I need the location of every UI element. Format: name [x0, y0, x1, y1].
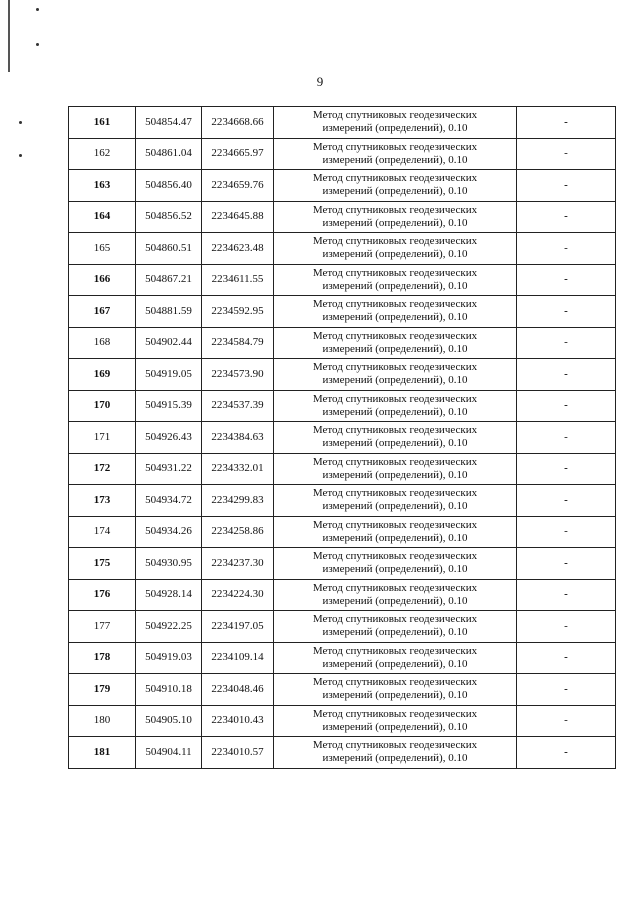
y-coordinate-cell: 2234611.55: [202, 264, 274, 296]
method-line-2: измерений (определений), 0.10: [322, 468, 468, 481]
point-number-cell: 175: [69, 548, 136, 580]
method-line-1: Метод спутниковых геодезических: [312, 613, 478, 626]
x-coordinate-cell: 504854.47: [136, 107, 202, 139]
y-coordinate-cell: 2234659.76: [202, 170, 274, 202]
y-coordinate-cell: 2234665.97: [202, 138, 274, 170]
table-row: [69, 422, 616, 454]
method-line-1: Метод спутниковых геодезических: [312, 739, 478, 752]
x-coordinate-cell: 504915.39: [136, 390, 202, 422]
x-coordinate-cell: 504861.04: [136, 138, 202, 170]
method-line-2: измерений (определений), 0.10: [322, 531, 468, 544]
method-line-1: Метод спутниковых геодезических: [312, 707, 478, 720]
method-line-2: измерений (определений), 0.10: [322, 153, 468, 166]
table-row: [69, 579, 616, 611]
method-line-2: измерений (определений), 0.10: [322, 248, 468, 261]
point-number-cell: 164: [69, 201, 136, 233]
point-number-cell: 167: [69, 296, 136, 328]
table-row: [69, 201, 616, 233]
method-cell: [274, 107, 517, 139]
y-coordinate-cell: 2234332.01: [202, 453, 274, 485]
y-coordinate-cell: 2234048.46: [202, 674, 274, 706]
description-cell: -: [517, 359, 616, 391]
method-cell: [274, 359, 517, 391]
description-cell: -: [517, 327, 616, 359]
description-cell: -: [517, 674, 616, 706]
x-coordinate-cell: 504919.03: [136, 642, 202, 674]
table-row: [69, 642, 616, 674]
point-number-cell: 173: [69, 485, 136, 517]
description-cell: -: [517, 453, 616, 485]
method-cell: [274, 327, 517, 359]
table-row: [69, 705, 616, 737]
table-row: [69, 674, 616, 706]
point-number-cell: 169: [69, 359, 136, 391]
method-line-1: Метод спутниковых геодезических: [312, 392, 478, 405]
method-line-1: Метод спутниковых геодезических: [312, 424, 478, 437]
point-number-cell: 171: [69, 422, 136, 454]
description-cell: -: [517, 516, 616, 548]
description-cell: -: [517, 611, 616, 643]
point-number-cell: 180: [69, 705, 136, 737]
table-row: [69, 737, 616, 769]
point-number-cell: 165: [69, 233, 136, 265]
table-row: [69, 327, 616, 359]
method-line-1: Метод спутниковых геодезических: [312, 455, 478, 468]
coordinates-table: [68, 106, 616, 769]
point-number-cell: 177: [69, 611, 136, 643]
coordinates-table-body: [69, 107, 616, 769]
point-number-cell: 174: [69, 516, 136, 548]
table-row: [69, 138, 616, 170]
method-line-1: Метод спутниковых геодезических: [312, 235, 478, 248]
method-line-1: Метод спутниковых геодезических: [312, 298, 478, 311]
scan-speck: [19, 121, 22, 124]
point-number-cell: 178: [69, 642, 136, 674]
method-line-1: Метод спутниковых геодезических: [312, 518, 478, 531]
table-row: [69, 233, 616, 265]
description-cell: -: [517, 705, 616, 737]
method-cell: [274, 579, 517, 611]
y-coordinate-cell: 2234237.30: [202, 548, 274, 580]
table-row: [69, 390, 616, 422]
method-line-2: измерений (определений), 0.10: [322, 185, 468, 198]
y-coordinate-cell: 2234224.30: [202, 579, 274, 611]
scan-speck: [36, 8, 39, 11]
method-line-1: Метод спутниковых геодезических: [312, 140, 478, 153]
scan-edge-line: [8, 0, 10, 72]
description-cell: -: [517, 737, 616, 769]
method-line-1: Метод спутниковых геодезических: [312, 676, 478, 689]
y-coordinate-cell: 2234010.57: [202, 737, 274, 769]
table-row: [69, 359, 616, 391]
method-line-2: измерений (определений), 0.10: [322, 374, 468, 387]
y-coordinate-cell: 2234537.39: [202, 390, 274, 422]
x-coordinate-cell: 504919.05: [136, 359, 202, 391]
point-number-cell: 162: [69, 138, 136, 170]
table-row: [69, 264, 616, 296]
method-line-1: Метод спутниковых геодезических: [312, 644, 478, 657]
table-row: [69, 485, 616, 517]
description-cell: -: [517, 296, 616, 328]
x-coordinate-cell: 504856.40: [136, 170, 202, 202]
method-cell: [274, 296, 517, 328]
method-line-1: Метод спутниковых геодезических: [312, 550, 478, 563]
method-line-2: измерений (определений), 0.10: [322, 689, 468, 702]
method-line-1: Метод спутниковых геодезических: [312, 203, 478, 216]
y-coordinate-cell: 2234109.14: [202, 642, 274, 674]
method-cell: [274, 642, 517, 674]
table-row: [69, 170, 616, 202]
method-cell: [274, 233, 517, 265]
y-coordinate-cell: 2234197.05: [202, 611, 274, 643]
x-coordinate-cell: 504902.44: [136, 327, 202, 359]
method-line-2: измерений (определений), 0.10: [322, 342, 468, 355]
table-row: [69, 453, 616, 485]
method-cell: [274, 737, 517, 769]
x-coordinate-cell: 504904.11: [136, 737, 202, 769]
point-number-cell: 168: [69, 327, 136, 359]
y-coordinate-cell: 2234584.79: [202, 327, 274, 359]
method-cell: [274, 264, 517, 296]
scan-speck: [19, 154, 22, 157]
x-coordinate-cell: 504905.10: [136, 705, 202, 737]
y-coordinate-cell: 2234299.83: [202, 485, 274, 517]
y-coordinate-cell: 2234668.66: [202, 107, 274, 139]
table-row: [69, 611, 616, 643]
table-row: [69, 107, 616, 139]
method-cell: [274, 548, 517, 580]
x-coordinate-cell: 504934.72: [136, 485, 202, 517]
method-cell: [274, 705, 517, 737]
method-line-2: измерений (определений), 0.10: [322, 752, 468, 765]
description-cell: -: [517, 138, 616, 170]
method-line-1: Метод спутниковых геодезических: [312, 266, 478, 279]
description-cell: -: [517, 485, 616, 517]
description-cell: -: [517, 579, 616, 611]
x-coordinate-cell: 504928.14: [136, 579, 202, 611]
method-cell: [274, 611, 517, 643]
table-row: [69, 516, 616, 548]
point-number-cell: 163: [69, 170, 136, 202]
description-cell: -: [517, 233, 616, 265]
method-line-2: измерений (определений), 0.10: [322, 216, 468, 229]
point-number-cell: 176: [69, 579, 136, 611]
y-coordinate-cell: 2234384.63: [202, 422, 274, 454]
x-coordinate-cell: 504934.26: [136, 516, 202, 548]
method-line-1: Метод спутниковых геодезических: [312, 581, 478, 594]
x-coordinate-cell: 504926.43: [136, 422, 202, 454]
y-coordinate-cell: 2234258.86: [202, 516, 274, 548]
method-line-2: измерений (определений), 0.10: [322, 279, 468, 292]
method-cell: [274, 170, 517, 202]
description-cell: -: [517, 264, 616, 296]
description-cell: -: [517, 390, 616, 422]
point-number-cell: 172: [69, 453, 136, 485]
method-line-1: Метод спутниковых геодезических: [312, 329, 478, 342]
description-cell: -: [517, 642, 616, 674]
method-line-2: измерений (определений), 0.10: [322, 311, 468, 324]
point-number-cell: 179: [69, 674, 136, 706]
method-line-1: Метод спутниковых геодезических: [312, 109, 478, 122]
method-line-2: измерений (определений), 0.10: [322, 500, 468, 513]
x-coordinate-cell: 504910.18: [136, 674, 202, 706]
method-line-2: измерений (определений), 0.10: [322, 720, 468, 733]
method-cell: [274, 485, 517, 517]
method-cell: [274, 422, 517, 454]
point-number-cell: 181: [69, 737, 136, 769]
method-line-1: Метод спутниковых геодезических: [312, 361, 478, 374]
method-line-2: измерений (определений), 0.10: [322, 437, 468, 450]
x-coordinate-cell: 504922.25: [136, 611, 202, 643]
method-cell: [274, 390, 517, 422]
method-cell: [274, 201, 517, 233]
method-line-1: Метод спутниковых геодезических: [312, 172, 478, 185]
method-cell: [274, 138, 517, 170]
description-cell: -: [517, 548, 616, 580]
y-coordinate-cell: 2234010.43: [202, 705, 274, 737]
x-coordinate-cell: 504860.51: [136, 233, 202, 265]
x-coordinate-cell: 504931.22: [136, 453, 202, 485]
y-coordinate-cell: 2234645.88: [202, 201, 274, 233]
method-cell: [274, 516, 517, 548]
description-cell: -: [517, 201, 616, 233]
method-line-2: измерений (определений), 0.10: [322, 405, 468, 418]
table-row: [69, 548, 616, 580]
table-row: [69, 296, 616, 328]
description-cell: -: [517, 422, 616, 454]
y-coordinate-cell: 2234573.90: [202, 359, 274, 391]
y-coordinate-cell: 2234623.48: [202, 233, 274, 265]
x-coordinate-cell: 504856.52: [136, 201, 202, 233]
page-number: 9: [316, 74, 324, 89]
method-cell: [274, 674, 517, 706]
point-number-cell: 170: [69, 390, 136, 422]
method-line-2: измерений (определений), 0.10: [322, 122, 468, 135]
method-cell: [274, 453, 517, 485]
description-cell: -: [517, 107, 616, 139]
method-line-1: Метод спутниковых геодезических: [312, 487, 478, 500]
scan-speck: [36, 43, 39, 46]
point-number-cell: 161: [69, 107, 136, 139]
y-coordinate-cell: 2234592.95: [202, 296, 274, 328]
description-cell: -: [517, 170, 616, 202]
method-line-2: измерений (определений), 0.10: [322, 594, 468, 607]
method-line-2: измерений (определений), 0.10: [322, 626, 468, 639]
method-line-2: измерений (определений), 0.10: [322, 563, 468, 576]
x-coordinate-cell: 504867.21: [136, 264, 202, 296]
x-coordinate-cell: 504930.95: [136, 548, 202, 580]
method-line-2: измерений (определений), 0.10: [322, 657, 468, 670]
point-number-cell: 166: [69, 264, 136, 296]
x-coordinate-cell: 504881.59: [136, 296, 202, 328]
